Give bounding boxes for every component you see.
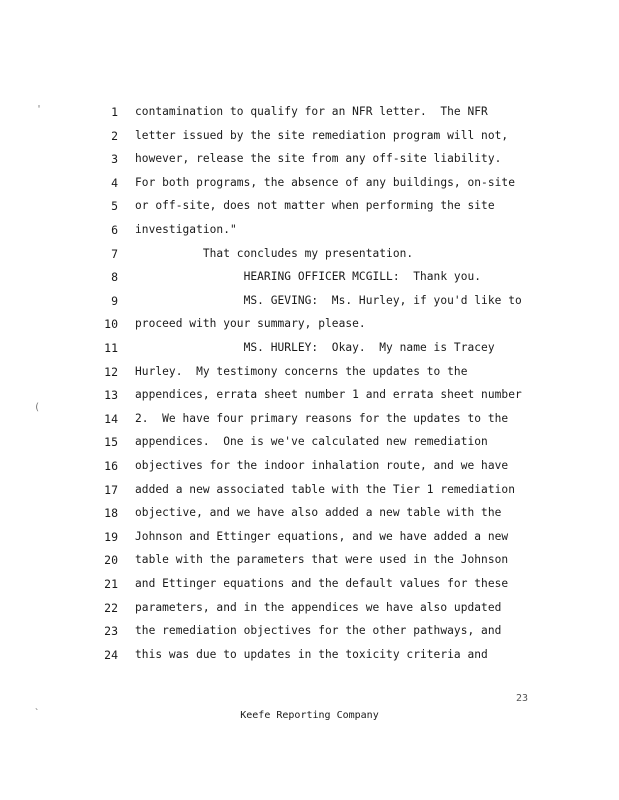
- line-number: 14: [104, 411, 118, 426]
- transcript-line: [0, 385, 619, 405]
- transcript-line: [0, 598, 619, 618]
- line-number: 23: [104, 624, 118, 639]
- line-text: 2. We have four primary reasons for the updates to the: [135, 411, 509, 425]
- margin-mark: (: [34, 402, 41, 413]
- line-number: 20: [104, 553, 118, 568]
- line-number: 19: [104, 529, 118, 544]
- line-number: 12: [104, 364, 118, 379]
- transcript-line: [0, 314, 619, 334]
- transcript-line: [0, 621, 619, 641]
- footer-company: Keefe Reporting Company: [240, 710, 379, 721]
- transcript-line: [0, 480, 619, 500]
- transcript-line: [0, 574, 619, 594]
- line-number: 5: [111, 199, 118, 214]
- line-text: For both programs, the absence of any buildings, on-site: [135, 175, 515, 189]
- line-text: objectives for the indoor inhalation route, and we have: [135, 459, 509, 472]
- line-number: 6: [111, 223, 118, 237]
- transcript-line: [0, 338, 619, 358]
- line-text: appendices, errata sheet number 1 and errata sheet number: [135, 388, 522, 402]
- line-number: 3: [111, 152, 118, 167]
- transcript-line: [0, 149, 619, 169]
- transcript-line: [0, 126, 619, 146]
- page-number: 23: [516, 693, 529, 704]
- line-text: Hurley. My testimony concerns the updates to the: [135, 364, 468, 378]
- line-text: HEARING OFFICER MCGILL: Thank you.: [135, 270, 482, 284]
- line-text: letter issued by the site remediation program will not,: [135, 128, 509, 142]
- transcript-line: [0, 291, 619, 311]
- line-text: and Ettinger equations and the default values for these: [135, 577, 509, 590]
- line-text: however, release the site from any off-site liability.: [135, 152, 502, 166]
- line-number: 8: [111, 270, 118, 285]
- line-number: 22: [104, 600, 118, 615]
- line-text: Johnson and Ettinger equations, and we have added a new: [135, 529, 509, 543]
- margin-mark: ': [36, 104, 43, 115]
- transcript-line: [0, 527, 619, 547]
- line-text: proceed with your summary, please.: [135, 317, 366, 331]
- line-text: That concludes my presentation.: [135, 246, 414, 260]
- line-text: parameters, and in the appendices we have also updated: [135, 600, 502, 614]
- line-number: 18: [104, 506, 118, 521]
- line-number: 15: [104, 435, 118, 450]
- line-number: 4: [111, 175, 118, 190]
- line-number: 7: [111, 246, 118, 261]
- transcript-line: [0, 173, 619, 193]
- transcript-line: [0, 102, 619, 122]
- line-number: 10: [104, 317, 118, 332]
- line-number: 13: [104, 388, 118, 403]
- line-text: contamination to qualify for an NFR letter. The NFR: [135, 105, 488, 118]
- transcript-line: [0, 456, 619, 476]
- line-text: appendices. One is we've calculated new remediation: [135, 435, 488, 449]
- line-text: table with the parameters that were used in the Johnson: [135, 553, 509, 567]
- line-number: 24: [104, 647, 118, 662]
- transcript-line: [0, 645, 619, 665]
- transcript-line: [0, 267, 619, 287]
- line-number: 16: [104, 459, 118, 473]
- transcript-line: [0, 362, 619, 382]
- line-text: investigation.": [135, 223, 237, 236]
- line-text: MS. HURLEY: Okay. My name is Tracey: [135, 341, 495, 354]
- transcript-line: [0, 220, 619, 240]
- line-number: 17: [104, 482, 118, 497]
- line-text: MS. GEVING: Ms. Hurley, if you'd like to: [135, 293, 522, 307]
- line-number: 9: [111, 293, 118, 308]
- transcript-line: [0, 432, 619, 452]
- transcript-line: [0, 409, 619, 429]
- line-number: 2: [111, 128, 118, 143]
- line-number: 1: [111, 105, 118, 119]
- line-text: the remediation objectives for the other pathways, and: [135, 624, 502, 638]
- line-text: objective, and we have also added a new table with the: [135, 506, 502, 520]
- transcript-line: [0, 196, 619, 216]
- margin-mark: `: [34, 708, 41, 719]
- line-text: this was due to updates in the toxicity criteria and: [135, 647, 488, 661]
- transcript-line: [0, 550, 619, 570]
- line-number: 11: [104, 341, 118, 355]
- line-number: 21: [104, 577, 118, 591]
- transcript-line: [0, 503, 619, 523]
- line-text: or off-site, does not matter when performing the site: [135, 199, 495, 213]
- line-text: added a new associated table with the Tier 1 remediation: [135, 482, 515, 496]
- transcript-line: [0, 244, 619, 264]
